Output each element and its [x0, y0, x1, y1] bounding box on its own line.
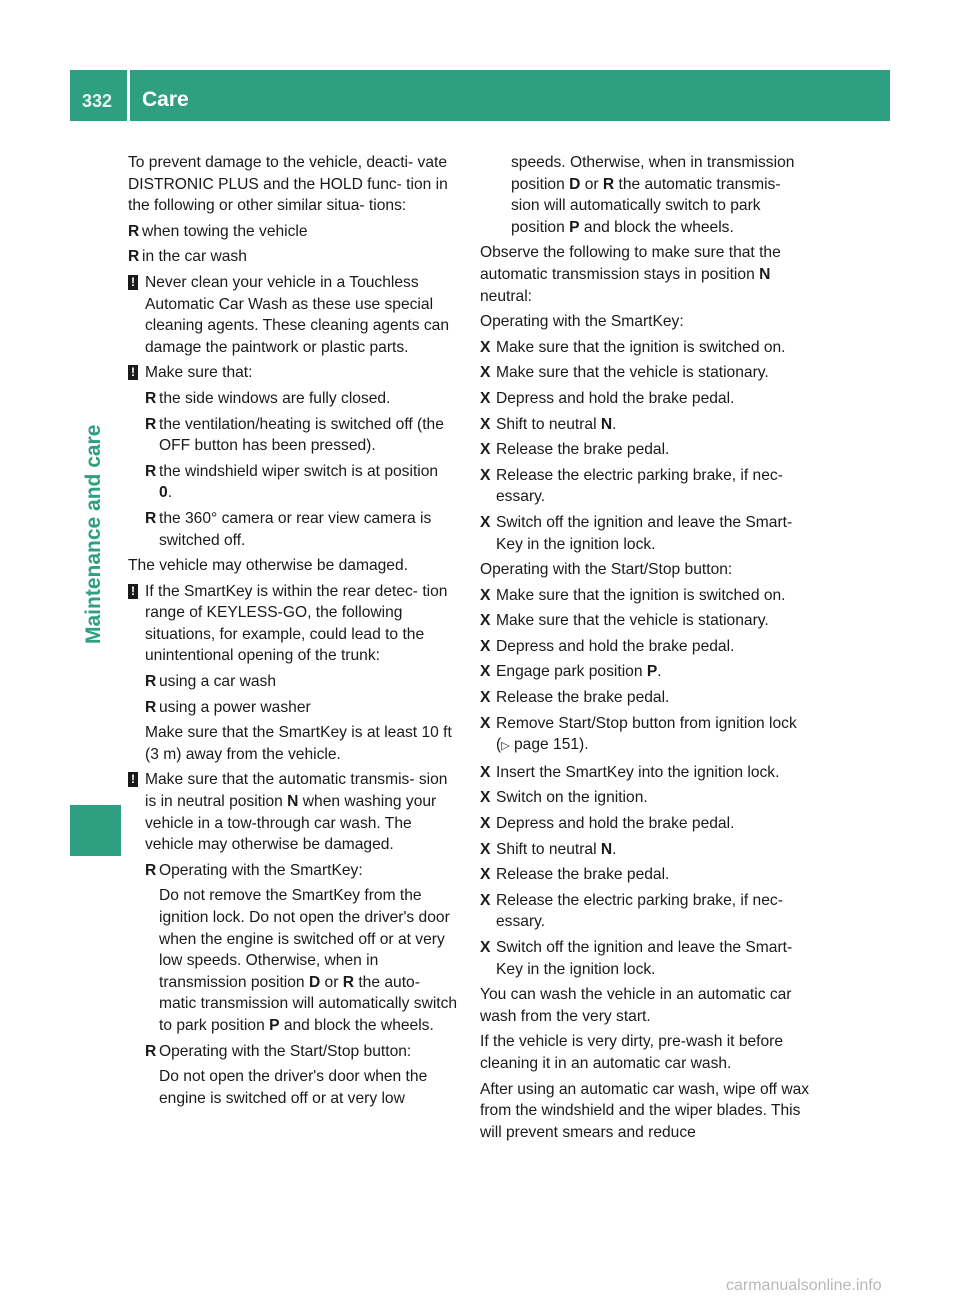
- list-item-text: Operating with the Start/Stop button:: [159, 1042, 412, 1060]
- page-reference-link[interactable]: page 151).: [509, 736, 589, 754]
- warning-text: Make sure that the automatic transmis- sion is in neutral position: [145, 771, 448, 811]
- header-divider: [127, 70, 130, 121]
- gear-letter: P: [269, 1016, 280, 1034]
- step-item: [480, 585, 812, 607]
- warning-body: [128, 671, 460, 765]
- sub-paragraph: Do not open the driver's door when the engine is switched off or at very low: [159, 1068, 428, 1107]
- step-icon: X: [480, 789, 491, 807]
- bullet-icon: R: [145, 389, 157, 407]
- step-text: Shift to neutral: [496, 415, 601, 433]
- bullet-icon: R: [128, 248, 140, 266]
- step-item: [480, 388, 812, 410]
- step-icon: X: [480, 586, 491, 604]
- bullet-icon: R: [145, 509, 157, 527]
- step-icon: X: [480, 763, 491, 781]
- continued-paragraph: speeds. Otherwise, when in transmission position D or R the automatic transmis- sion will automatically switch to park position P and block the wheels.: [511, 154, 795, 236]
- step-item: [480, 890, 812, 933]
- warning-text: If the SmartKey is within the rear detec- tion range of KEYLESS-GO, the following situations, for example, could lead to the unintentional opening of the trunk:: [145, 582, 448, 665]
- step-text: Shift to neutral: [496, 840, 601, 858]
- step-item: [480, 687, 812, 709]
- gear-letter: R: [342, 973, 355, 991]
- list-item-text: using a car wash: [159, 673, 277, 691]
- warning-tail: The vehicle may otherwise be damaged.: [128, 557, 408, 575]
- list-item-text: in the car wash: [142, 248, 247, 266]
- gear-letter: P: [569, 218, 580, 236]
- step-item: [480, 937, 812, 980]
- list-item-text: the windshield wiper switch is at position: [159, 462, 439, 480]
- gear-letter: R: [602, 175, 615, 193]
- step-icon: X: [480, 513, 491, 531]
- list-item-text: the 360° camera or rear view camera is switched off.: [159, 509, 432, 549]
- list-item: [145, 508, 460, 551]
- list-item: [145, 1041, 460, 1063]
- gear-letter: N: [759, 265, 771, 283]
- list-item: [145, 860, 460, 882]
- step-text: Release the brake pedal.: [496, 866, 670, 884]
- page-header: [70, 70, 890, 121]
- step-text: Remove Start/Stop button from ignition lock (: [496, 714, 797, 754]
- step-icon: X: [480, 612, 491, 630]
- list-item: [145, 671, 460, 693]
- step-icon: X: [480, 637, 491, 655]
- step-icon: X: [480, 714, 491, 732]
- step-icon: X: [480, 815, 491, 833]
- step-text: Release the brake pedal.: [496, 689, 670, 707]
- warning-note: [128, 769, 460, 855]
- bullet-icon: R: [145, 462, 157, 480]
- body-paragraph: If the vehicle is very dirty, pre-wash it before cleaning it in an automatic car wash.: [480, 1033, 784, 1072]
- warning-note: [128, 362, 460, 384]
- step-item: [480, 864, 812, 886]
- list-item-text: the ventilation/heating is switched off (the OFF button has been pressed).: [159, 415, 444, 455]
- observe-paragraph: Observe the following to make sure that the automatic transmission stays in position N neutral:: [480, 244, 781, 305]
- step-icon: X: [480, 689, 491, 707]
- bullet-icon: R: [128, 222, 140, 240]
- step-icon: X: [480, 840, 491, 858]
- warning-tail: Make sure that the SmartKey is at least 10 ft (3 m) away from the vehicle.: [145, 724, 452, 763]
- sub-paragraph: Do not remove the SmartKey from the ignition lock. Do not open the driver's door when the engine is switched off or at very low speeds. Otherwise, when in transmission position D or R the auto- matic transmission will automatically switch to park position P and block the wheels.: [159, 887, 458, 1034]
- list-item-text: when towing the vehicle: [142, 222, 308, 240]
- step-text: Release the brake pedal.: [496, 441, 670, 459]
- step-text: Depress and hold the brake pedal.: [496, 637, 735, 655]
- gear-letter: N: [287, 793, 299, 811]
- step-icon: X: [480, 389, 491, 407]
- step-item: [480, 337, 812, 359]
- bullet-icon: R: [145, 673, 157, 691]
- period: .: [657, 663, 662, 681]
- step-text: Switch off the ignition and leave the Smart- Key in the ignition lock.: [496, 513, 793, 553]
- list-item: [145, 414, 460, 457]
- left-column: [128, 152, 460, 1113]
- gear-letter: D: [308, 973, 321, 991]
- warning-note: [128, 581, 460, 667]
- step-icon: X: [480, 891, 491, 909]
- body-paragraph: You can wash the vehicle in an automatic car wash from the very start.: [480, 986, 792, 1025]
- step-icon: X: [480, 364, 491, 382]
- step-text: Release the electric parking brake, if nec- essary.: [496, 466, 783, 506]
- step-item: [480, 762, 812, 784]
- warning-text: when washing your vehicle in a tow-through car wash. The vehicle may otherwise be damaged.: [145, 793, 437, 854]
- gear-letter: P: [646, 663, 658, 681]
- side-tab-label: Maintenance and care: [82, 424, 105, 644]
- step-icon: X: [480, 338, 491, 356]
- body-paragraph: After using an automatic car wash, wipe off wax from the windshield and the wiper blades. This will prevent smears and reduce: [480, 1080, 810, 1141]
- step-text: Depress and hold the brake pedal.: [496, 389, 735, 407]
- step-item: [480, 661, 812, 683]
- intro-paragraph: To prevent damage to the vehicle, deacti- vate DISTRONIC PLUS and the HOLD func- tion in the following or other similar situa- tions:: [128, 154, 448, 215]
- list-item: [128, 246, 460, 268]
- warning-text: Make sure that:: [145, 364, 253, 382]
- period: .: [612, 415, 617, 433]
- bullet-icon: R: [145, 861, 157, 879]
- wiper-position: 0: [159, 484, 168, 502]
- step-icon: X: [480, 866, 491, 884]
- list-item: [145, 461, 460, 504]
- warning-icon: !: [128, 584, 138, 599]
- gear-letter: N: [600, 415, 613, 433]
- gear-letter: D: [569, 175, 581, 193]
- step-text: Insert the SmartKey into the ignition lock.: [496, 763, 780, 781]
- section-title: Care: [142, 88, 189, 111]
- step-item: [480, 512, 812, 555]
- bullet-icon: R: [145, 415, 157, 433]
- page-reference-icon: ▷: [501, 740, 510, 753]
- startstop-heading: Operating with the Start/Stop button:: [480, 561, 733, 579]
- step-icon: X: [480, 415, 491, 433]
- step-item: [480, 636, 812, 658]
- page-number: 332: [82, 91, 113, 111]
- step-item: [480, 787, 812, 809]
- step-item: [480, 465, 812, 508]
- warning-icon: !: [128, 275, 138, 290]
- right-column: [480, 152, 812, 1147]
- list-item: [145, 697, 460, 719]
- step-icon: X: [480, 441, 491, 459]
- list-item-text: Operating with the SmartKey:: [159, 861, 363, 879]
- step-icon: X: [480, 466, 491, 484]
- step-item: [480, 713, 812, 758]
- step-text: Switch on the ignition.: [496, 789, 648, 807]
- period: .: [612, 840, 617, 858]
- step-text: Switch off the ignition and leave the Smart- Key in the ignition lock.: [496, 939, 793, 978]
- list-item-text: the side windows are fully closed.: [159, 389, 391, 407]
- step-item: [480, 439, 812, 461]
- step-item: [480, 362, 812, 384]
- step-text: Release the electric parking brake, if nec- essary.: [496, 891, 783, 931]
- step-item: [480, 839, 812, 861]
- warning-icon: !: [128, 365, 138, 380]
- bullet-icon: R: [145, 698, 157, 716]
- list-item-text: using a power washer: [159, 698, 311, 716]
- smartkey-heading: Operating with the SmartKey:: [480, 313, 684, 331]
- watermark: carmanualsonline.info: [726, 1277, 882, 1294]
- step-text: Make sure that the vehicle is stationary.: [496, 364, 769, 382]
- bullet-icon: R: [145, 1042, 157, 1060]
- warning-body: [128, 860, 460, 1110]
- step-item: [480, 414, 812, 436]
- warning-note: [128, 272, 460, 358]
- side-tab-marker: [70, 805, 121, 856]
- warning-body: [128, 388, 460, 577]
- step-item: [480, 813, 812, 835]
- step-text: Make sure that the ignition is switched on.: [496, 338, 786, 356]
- warning-text: Never clean your vehicle in a Touchless Automatic Car Wash as these use special cleaning agents. These cleaning agents can damage the paintwork or plastic parts.: [145, 273, 450, 356]
- step-text: Depress and hold the brake pedal.: [496, 815, 735, 833]
- period: .: [167, 484, 173, 502]
- step-icon: X: [480, 663, 491, 681]
- warning-icon: !: [128, 772, 138, 787]
- step-text: Make sure that the vehicle is stationary.: [496, 612, 769, 630]
- gear-letter: N: [600, 840, 613, 858]
- list-item: [145, 388, 460, 410]
- list-item: [128, 221, 460, 243]
- step-item: [480, 610, 812, 632]
- step-text: Make sure that the ignition is switched on.: [496, 586, 786, 604]
- step-text: Engage park position: [496, 663, 647, 681]
- step-icon: X: [480, 939, 491, 956]
